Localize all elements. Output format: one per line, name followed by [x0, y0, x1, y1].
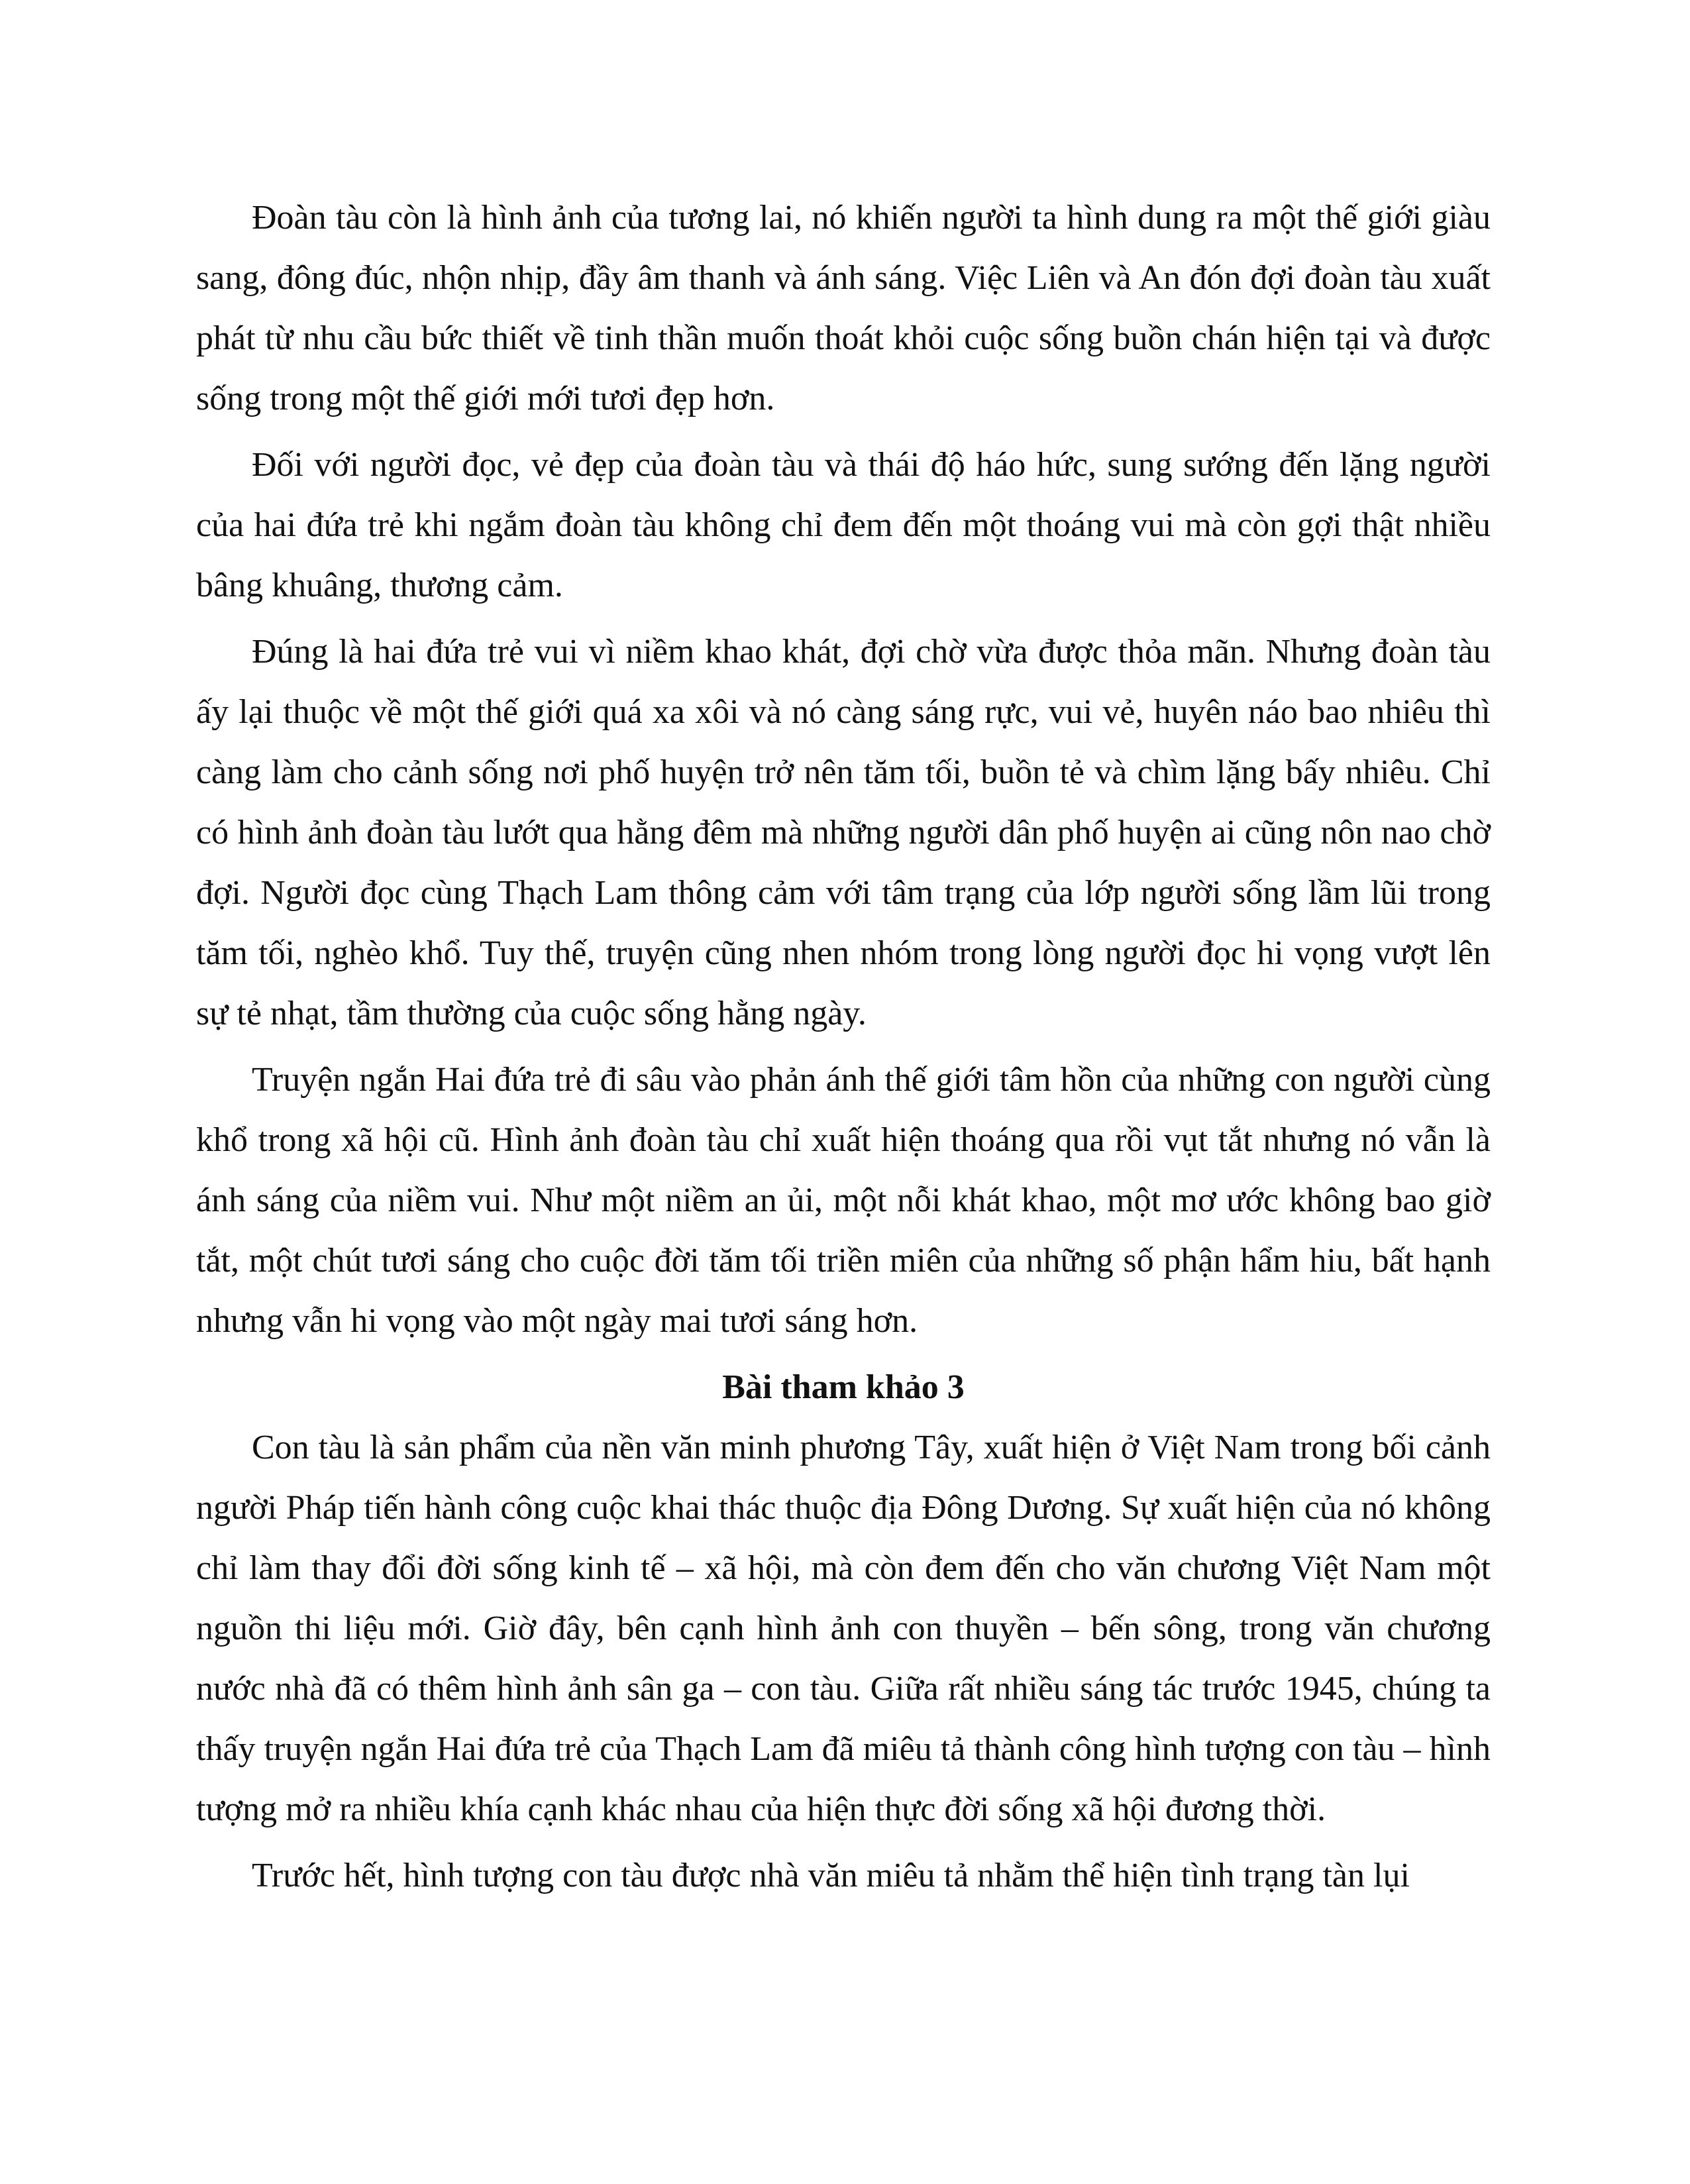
paragraph: Trước hết, hình tượng con tàu được nhà văn miêu tả nhằm thể hiện tình trạng tàn lụi	[252, 1857, 1410, 1894]
paragraph: Truyện ngắn Hai đứa trẻ đi sâu vào phản ánh thế giới tâm hồn của những con người cùng khổ trong xã hội cũ. Hình ảnh đoàn tàu chỉ xuất hiện thoáng qua rồi vụt tắt nhưng nó vẫn là ánh sáng của niềm vui. Như một niềm an ủi, một nỗi khát khao, một mơ ước không bao giờ tắt, một chút tươi sáng cho cuộc đời tăm tối triền miên của những số phận hẩm hiu, bất hạnh nhưng vẫn hi vọng vào một ngày mai tươi sáng hơn.	[196, 1061, 1491, 1340]
paragraph: Đối với người đọc, vẻ đẹp của đoàn tàu và thái độ háo hức, sung sướng đến lặng người của hai đứa trẻ khi ngắm đoàn tàu không chỉ đem đến một thoáng vui mà còn gợi thật nhiều bâng khuâng, thương cảm.	[196, 446, 1491, 604]
paragraph: Đúng là hai đứa trẻ vui vì niềm khao khát, đợi chờ vừa được thỏa mãn. Nhưng đoàn tàu ấy lại thuộc về một thế giới quá xa xôi và nó càng sáng rực, vui vẻ, huyên náo bao nhiêu thì càng làm cho cảnh sống nơi phố huyện trở nên tăm tối, buồn tẻ và chìm lặng bấy nhiêu. Chỉ có hình ảnh đoàn tàu lướt qua hằng đêm mà những người dân phố huyện ai cũng nôn nao chờ đợi. Người đọc cùng Thạch Lam thông cảm với tâm trạng của lớp người sống lầm lũi trong tăm tối, nghèo khổ. Tuy thế, truyện cũng nhen nhóm trong lòng người đọc hi vọng vượt lên sự tẻ nhạt, tầm thường của cuộc sống hằng ngày.	[196, 633, 1491, 1032]
section-heading: Bài tham khảo 3	[722, 1368, 965, 1406]
paragraph: Con tàu là sản phẩm của nền văn minh phương Tây, xuất hiện ở Việt Nam trong bối cảnh người Pháp tiến hành công cuộc khai thác thuộc địa Đông Dương. Sự xuất hiện của nó không chỉ làm thay đổi đời sống kinh tế – xã hội, mà còn đem đến cho văn chương Việt Nam một nguồn thi liệu mới. Giờ đây, bên cạnh hình ảnh con thuyền – bến sông, trong văn chương nước nhà đã có thêm hình ảnh sân ga – con tàu. Giữa rất nhiều sáng tác trước 1945, chúng ta thấy truyện ngắn Hai đứa trẻ của Thạch Lam đã miêu tả thành công hình tượng con tàu – hình tượng mở ra nhiều khía cạnh khác nhau của hiện thực đời sống xã hội đương thời.	[196, 1429, 1491, 1828]
paragraph: Đoàn tàu còn là hình ảnh của tương lai, nó khiến người ta hình dung ra một thế giới giàu sang, đông đúc, nhộn nhịp, đầy âm thanh và ánh sáng. Việc Liên và An đón đợi đoàn tàu xuất phát từ nhu cầu bức thiết về tinh thần muốn thoát khỏi cuộc sống buồn chán hiện tại và được sống trong một thế giới mới tươi đẹp hơn.	[196, 199, 1491, 417]
document-page	[196, 188, 1491, 1912]
